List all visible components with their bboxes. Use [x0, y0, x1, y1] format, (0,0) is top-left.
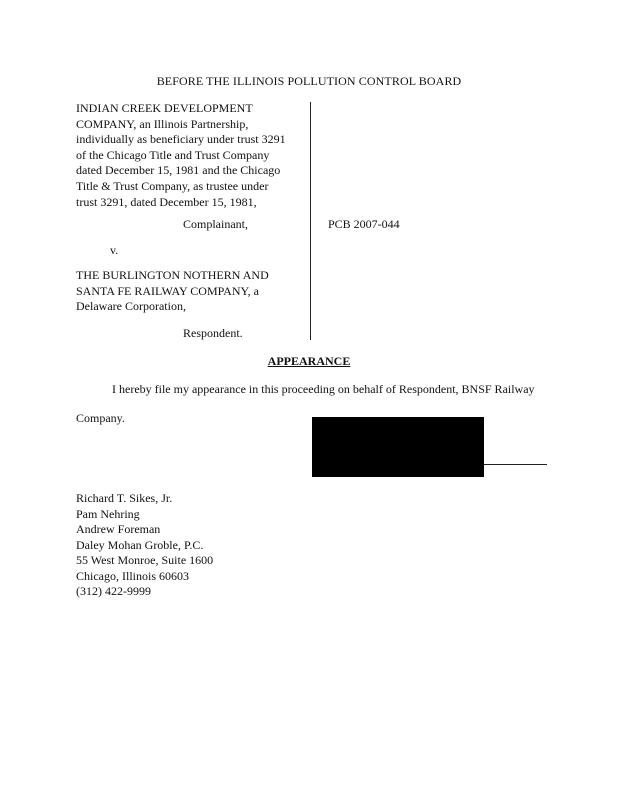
complainant-party-line: individually as beneficiary under trust 3291: [76, 132, 286, 147]
appearance-body-line: Company.: [76, 411, 125, 425]
respondent-label: Respondent.: [183, 326, 243, 340]
versus-label: v.: [110, 243, 119, 257]
appearance-heading: APPEARANCE: [267, 354, 351, 368]
board-title: BEFORE THE ILLINOIS POLLUTION CONTROL BOARD: [156, 74, 462, 88]
appearance-body-line: I hereby file my appearance in this proceeding on behalf of Respondent, BNSF Railway: [112, 382, 535, 396]
case-number: PCB 2007-044: [328, 217, 400, 231]
respondent-party-block: [76, 268, 269, 315]
counsel-line: 55 West Monroe, Suite 1600: [76, 553, 214, 567]
respondent-party-line: Delaware Corporation,: [76, 299, 186, 314]
complainant-label: Complainant,: [183, 217, 248, 231]
complainant-party-line: trust 3291, dated December 15, 1981,: [76, 194, 257, 209]
counsel-line: Pam Nehring: [76, 506, 140, 521]
counsel-line: Daley Mohan Groble, P.C.: [76, 537, 204, 552]
counsel-line: Chicago, Illinois 60603: [76, 568, 189, 583]
caption-divider: [310, 102, 311, 340]
complainant-party-line: of the Chicago Title and Trust Company: [76, 147, 270, 162]
respondent-party-line: SANTA FE RAILWAY COMPANY, a: [76, 283, 259, 298]
redacted-signature: [312, 417, 484, 477]
complainant-party-line: INDIAN CREEK DEVELOPMENT: [76, 101, 253, 115]
counsel-line: Richard T. Sikes, Jr.: [76, 491, 173, 505]
complainant-party-line: Title & Trust Company, as trustee under: [76, 178, 269, 193]
complainant-party-line: dated December 15, 1981 and the Chicago: [76, 163, 281, 178]
counsel-line: Andrew Foreman: [76, 522, 161, 536]
respondent-party-line: THE BURLINGTON NOTHERN AND: [76, 268, 269, 282]
signature-line: [484, 464, 547, 465]
counsel-line: (312) 422-9999: [76, 584, 151, 598]
complainant-party-line: COMPANY, an Illinois Partnership,: [76, 116, 249, 131]
complainant-party-block: [76, 101, 301, 210]
counsel-block: [76, 491, 213, 600]
